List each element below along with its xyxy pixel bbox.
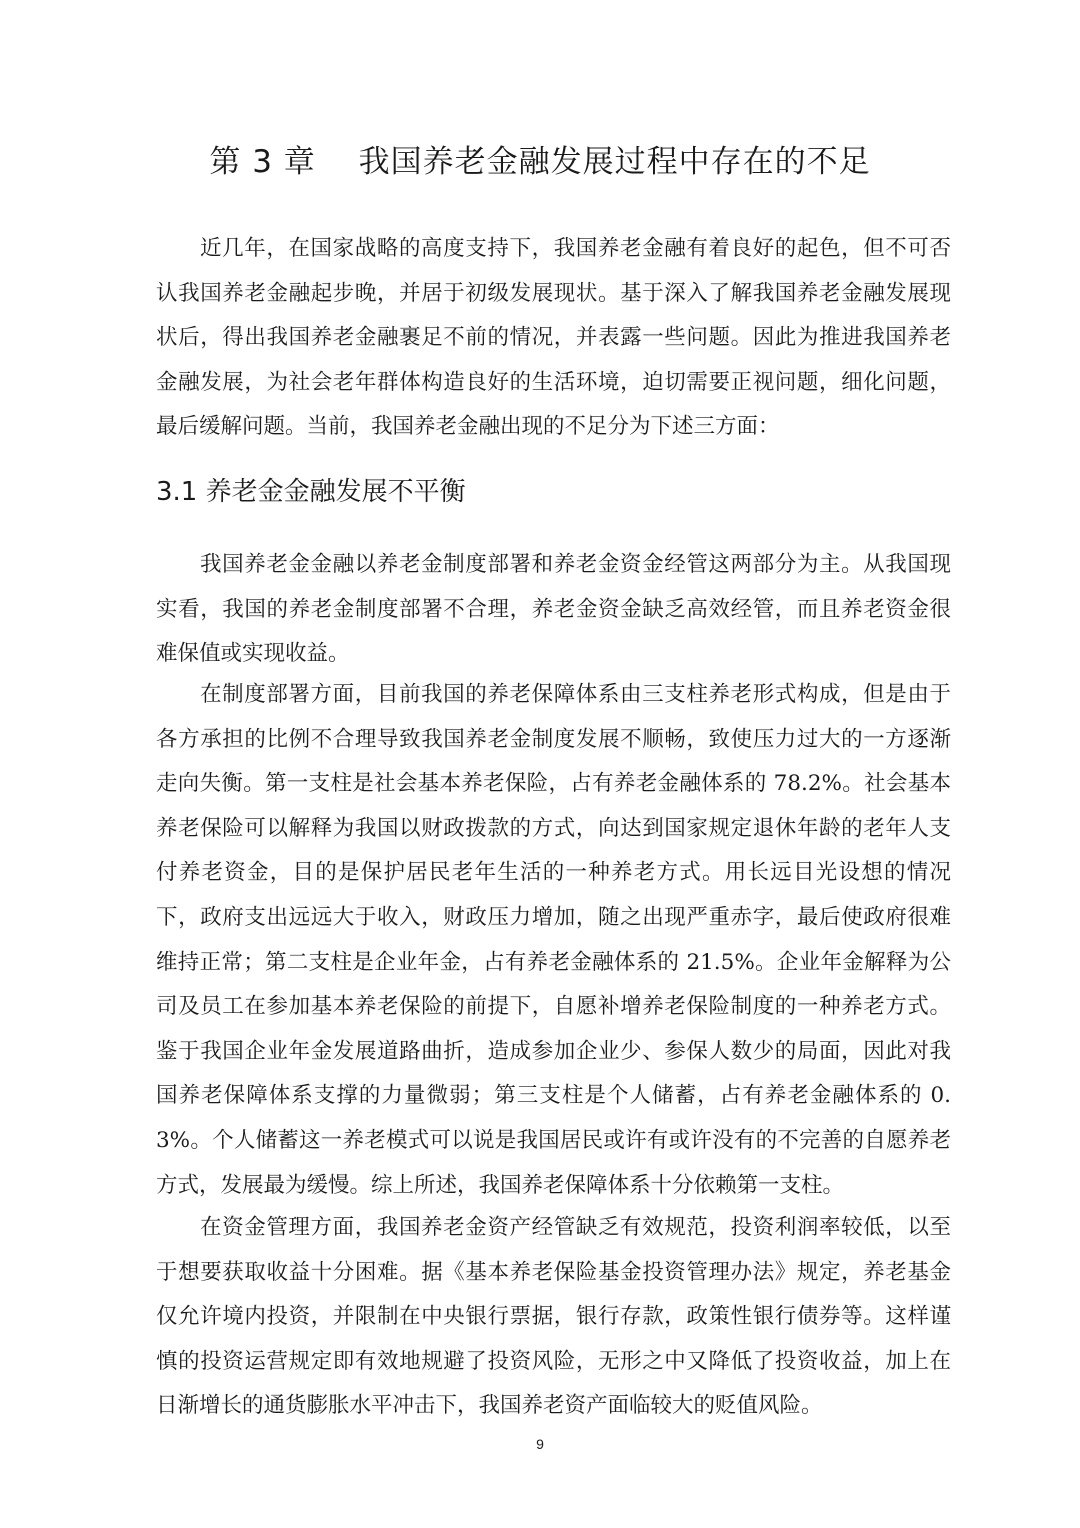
- section-paragraph: 在资金管理方面，我国养老金资产经管缺乏有效规范，投资利润率较低，以至于想要获取收益十分困难。据《基本养老保险基金投资管理办法》规定，养老基金仅允许境内投资，并限制在中央银行票据，银行存款，政策性银行债券等。这样谨慎的投资运营规定即有效地规避了投资风险，无形之中又降低了投资收益，加上在日渐增长的通货膨胀水平冲击下，我国养老资产面临较大的贬值风险。: [156, 1215, 951, 1419]
- section-heading-3-1: 3.1 养老金金融发展不平衡: [156, 477, 466, 507]
- intro-paragraph: 近几年，在国家战略的高度支持下，我国养老金融有着良好的起色，但不可否认我国养老金融起步晚，并居于初级发展现状。基于深入了解我国养老金融发展现状后，得出我国养老金融裹足不前的情况，并表露一些问题。因此为推进我国养老金融发展，为社会老年群体构造良好的生活环境，迫切需要正视问题，细化问题，最后缓解问题。当前，我国养老金融出现的不足分为下述三方面：: [156, 236, 951, 440]
- page-number: 9: [536, 1436, 544, 1452]
- section-paragraph: 我国养老金金融以养老金制度部署和养老金资金经管这两部分为主。从我国现实看，我国的养老金制度部署不合理，养老金资金缺乏高效经管，而且养老资金很难保值或实现收益。: [156, 552, 951, 667]
- section-paragraph: 在制度部署方面，目前我国的养老保障体系由三支柱养老形式构成，但是由于各方承担的比例不合理导致我国养老金制度发展不顺畅，致使压力过大的一方逐渐走向失衡。第一支柱是社会基本养老保险，占有养老金融体系的 78.2%。社会基本养老保险可以解释为我国以财政拨款的方式，向达到国家规定退休年龄的老年人支付养老资金，目的是保护居民老年生活的一种养老方式。用长远目光设想的情况下，政府支出远远大于收入，财政压力增加，随之出现严重赤字，最后使政府很难维持正常；第二支柱是企业年金，占有养老金融体系的 21.5%。企业年金解释为公司及员工在参加基本养老保险的前提下，自愿补增养老保险制度的一种养老方式。鉴于我国企业年金发展道路曲折，造成参加企业少、参保人数少的局面，因此对我国养老保障体系支撑的力量微弱；第三支柱是个人储蓄，占有养老金融体系的 0.3%。个人储蓄这一养老模式可以说是我国居民或许有或许没有的不完善的自愿养老方式，发展最为缓慢。综上所述，我国养老保障体系十分依赖第一支柱。: [156, 682, 951, 1198]
- chapter-title: 第 3 章 我国养老金融发展过程中存在的不足: [209, 144, 871, 180]
